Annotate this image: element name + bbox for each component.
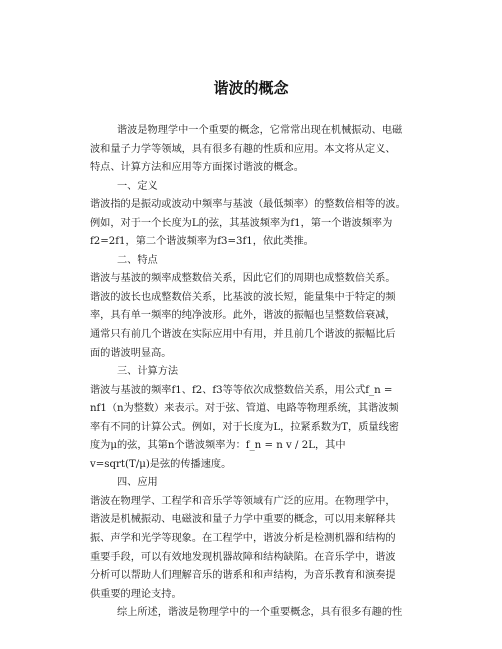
paragraph-line: 综上所述，谐波是物理学中的一个重要概念，具有很多有趣的性 <box>117 607 403 619</box>
paragraph-line: 谐波与基波的频率成整数倍关系，因此它们的周期也成整数倍关系。 <box>90 273 396 285</box>
paragraph-line: nf1（n为整数）来表示。对于弦、管道、电路等物理系统，其谐波频 <box>90 403 399 415</box>
paragraph-line: 面的谐波明显高。 <box>90 347 172 359</box>
paragraph-line: v=sqrt(T/μ)是弦的传播速度。 <box>90 458 232 470</box>
paragraph-line: 特点、计算方法和应用等方面探讨谐波的概念。 <box>90 162 304 174</box>
section-heading-calculation: 三、计算方法 <box>117 366 179 378</box>
paragraph-line: 谐波是机械振动、电磁波和量子力学中重要的概念，可以用来解释共 <box>90 514 396 526</box>
document-body <box>90 122 420 623</box>
paragraph-line: 谐波的波长也成整数倍关系，比基波的波长短，能量集中于特定的频 <box>90 291 396 303</box>
paragraph-line: 谐波是物理学中一个重要的概念，它常常出现在机械振动、电磁 <box>117 125 403 136</box>
paragraph-line: 通常只有前几个谐波在实际应用中有用，并且前几个谐波的振幅比后 <box>90 329 396 341</box>
paragraph-line: 重要手段，可以有效地发现机器故障和结构缺陷。在音乐学中，谐波 <box>90 551 396 563</box>
paragraph-line: 分析可以帮助人们理解音乐的谐系和和声结构，为音乐教育和演奏提 <box>90 570 396 582</box>
paragraph-line: 振、声学和光学等现象。在工程学中，谐波分析是检测机器和结构的 <box>90 533 396 545</box>
paragraph-line: 率，具有单一频率的纯净波形。此外，谐波的振幅也呈整数倍衰减， <box>90 310 396 322</box>
section-heading-applications: 四、应用 <box>117 477 158 489</box>
paragraph-line: 波和量子力学等领域，具有很多有趣的性质和应用。本文将从定义、 <box>90 143 396 155</box>
paragraph-line: 谐波指的是振动或波动中频率与基波（最低频率）的整数倍相等的波。 <box>90 199 406 211</box>
paragraph-line: 度为μ的弦，其第n个谐波频率为：f_n = n v / 2L，其中 <box>90 440 346 452</box>
paragraph-line: f2=2f1，第二个谐波频率为f3=3f1，依此类推。 <box>90 236 314 248</box>
document-title: 谐波的概念 <box>213 79 289 97</box>
paragraph-line: 谐波在物理学、工程学和音乐学等领域有广泛的应用。在物理学中， <box>90 495 396 507</box>
paragraph-line: 供重要的理论支持。 <box>90 588 182 600</box>
paragraph-line: 率有不同的计算公式。例如，对于长度为L，拉紧系数为T，质量线密 <box>90 421 399 433</box>
paragraph-line: 例如，对于一个长度为L的弦，其基波频率为f1，第一个谐波频率为 <box>90 217 393 229</box>
section-heading-definition: 一、定义 <box>117 180 158 192</box>
section-heading-features: 二、特点 <box>117 254 158 266</box>
paragraph-line: 谐波与基波的频率f1、f2、f3等等依次成整数倍关系，用公式f_n = <box>90 384 393 396</box>
